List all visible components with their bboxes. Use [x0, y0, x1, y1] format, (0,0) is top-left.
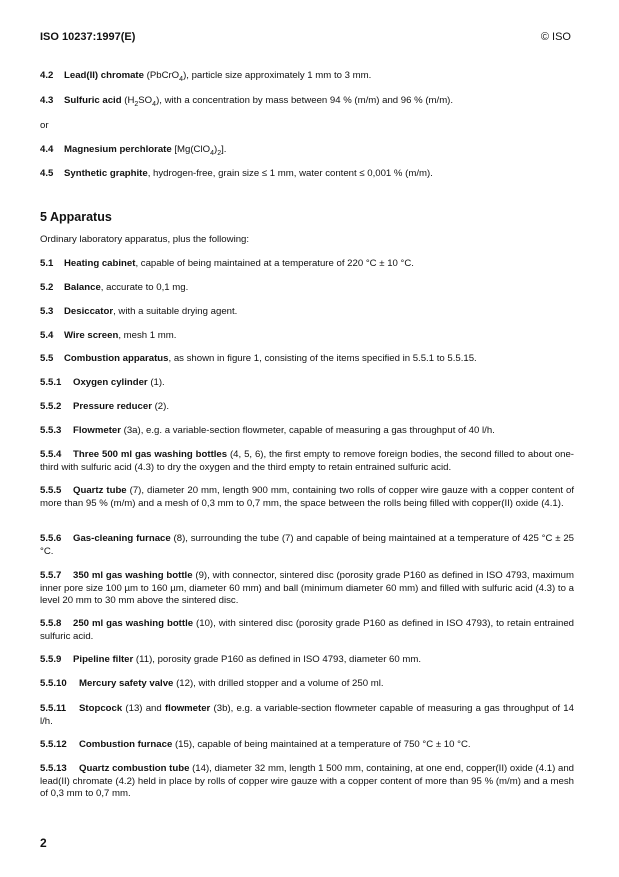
item-5-5-1: 5.5.1 Oxygen cylinder (1).: [40, 377, 165, 388]
item-4-4: 4.4 Magnesium perchlorate $[Mg(ClO_4)_2]$.: [40, 144, 227, 157]
item-5-5-2: 5.5.2 Pressure reducer (2).: [40, 401, 169, 412]
item-5-5-10: 5.5.10 Mercury safety valve (12), with drilled stopper and a volume of 250 ml.: [40, 678, 384, 689]
item-5-5-13: 5.5.13 Quartz combustion tube (14), diameter 32 mm, length 1 500 mm, containing, at one end, copper(II) oxide (4.1) and lead(II) chromate (4.2) held in place by rolls of copper wire gauze with a copper content of more than 95 % (m/m) and a mesh of 0,3 mm to 0,7 mm.: [40, 763, 574, 800]
item-4-2: 4.2 Lead(II) chromate (PbCrO$_4$), particle size approximately 1 mm to 3 mm.: [40, 70, 372, 83]
item-5-5-12: 5.5.12 Combustion furnace (15), capable of being maintained at a temperature of 750 °C ± 10 °C.: [40, 739, 471, 750]
item-5-4: 5.4 Wire screen, mesh 1 mm.: [40, 330, 177, 341]
item-4-5: 4.5 Synthetic graphite, hydrogen-free, grain size ≤ 1 mm, water content ≤ 0,001 % (m/m).: [40, 168, 433, 179]
item-5-5-4: 5.5.4 Three 500 ml gas washing bottles (4, 5, 6), the first empty to remove foreign bodies, the second filled to about one-third with sulfuric acid (4.3) to dry the oxygen and the third empty to retain entrained sulfuric acid.: [40, 449, 575, 473]
document-id: ISO 10237:1997(E): [40, 31, 136, 43]
item-5-5: 5.5 Combustion apparatus, as shown in figure 1, consisting of the items specified in 5.5.1 to 5.5.15.: [40, 353, 477, 364]
item-5-5-3: 5.5.3 Flowmeter (3a), e.g. a variable-section flowmeter, capable of measuring a gas throughput of 40 l/h.: [40, 425, 495, 436]
item-5-5-7: 5.5.7 350 ml gas washing bottle (9), with connector, sintered disc (porosity grade P160 as defined in ISO 4793, maximum inner pore size 100 µm to 160 µm, diameter 60 mm) and ball (minimum diameter 60 mm) and filled with sulfuric acid (4.3) to a level 20 mm to 30 mm above the sintered disc.: [40, 570, 574, 607]
item-5-5-5: 5.5.5 Quartz tube (7), diameter 20 mm, length 900 mm, containing two rolls of copper wire gauze with a copper content of more than 95 % (m/m) and a mesh of 0,3 mm to 0,7 mm, the space between the rolls being filled with copper(II) oxide (4.1).: [40, 485, 574, 509]
page-number: 2: [40, 836, 47, 850]
item-5-5-9: 5.5.9 Pipeline filter (11), porosity grade P160 as defined in ISO 4793, diameter 60 mm.: [40, 654, 422, 665]
item-5-5-6: 5.5.6 Gas-cleaning furnace (8), surrounding the tube (7) and capable of being maintained at a temperature of 425 °C ± 25 °C.: [40, 533, 574, 557]
item-5-5-8: 5.5.8 250 ml gas washing bottle (10), with sintered disc (porosity grade P160 as defined in ISO 4793), to retain entrained sulfuric acid.: [40, 618, 575, 642]
section-intro: Ordinary laboratory apparatus, plus the following:: [40, 234, 250, 245]
section-title: 5 Apparatus: [40, 210, 112, 224]
item-5-3: 5.3 Desiccator, with a suitable drying agent.: [40, 306, 238, 317]
item-5-2: 5.2 Balance, accurate to 0,1 mg.: [40, 282, 189, 293]
item-4-3: 4.3 Sulfuric acid $(H_2SO_4)$, with a concentration by mass between 94 % (m/m) and 96 % (m/m).: [40, 95, 454, 108]
or-text: or: [40, 120, 49, 131]
item-5-1: 5.1 Heating cabinet, capable of being maintained at a temperature of 220 °C ± 10 °C.: [40, 258, 414, 269]
item-5-5-11: 5.5.11 Stopcock (13) and flowmeter (3b), e.g. a variable-section flowmeter capable of measuring a gas throughput of 14 l/h.: [40, 703, 574, 727]
copyright: © ISO: [540, 31, 571, 43]
